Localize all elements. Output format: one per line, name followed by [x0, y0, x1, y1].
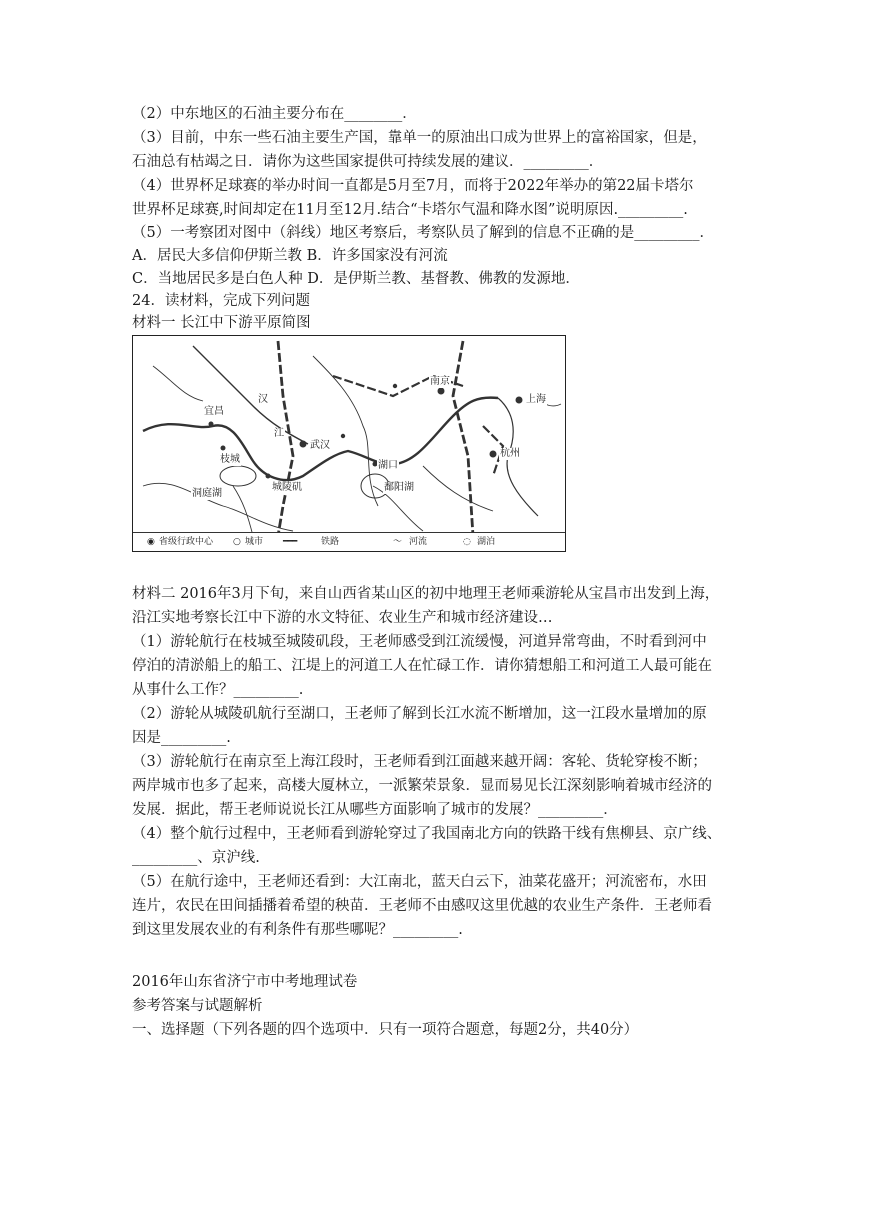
map-label-poyang: 鄱阳湖: [384, 482, 414, 493]
map-label-han: 汉: [258, 394, 268, 405]
legend-capital-icon: ◉: [147, 537, 155, 547]
q24-1-line-2: 停泊的清淤船上的船工、江堤上的河道工人在忙碌工作．请你猜想船工和河道工人最可能在: [132, 658, 712, 674]
material-1-title: 材料一 长江中下游平原简图: [132, 315, 311, 331]
legend-railway: 铁路: [321, 537, 340, 547]
q24-5-line-1: （5）在航行途中，王老师还看到：大江南北，蓝天白云下，油菜花盛开；河流密布，水田: [132, 874, 707, 890]
question-3-line-1: （3）目前，中东一些石油主要生产国，靠单一的原油出口成为世界上的富裕国家，但是，: [132, 130, 707, 146]
legend-lake-icon: ◌: [463, 537, 471, 547]
question-5-line: （5）一考察团对图中（斜线）地区考察后，考察队员了解到的信息不正确的是_________．: [132, 225, 714, 241]
section-1-heading: 一、选择题（下列各题的四个选项中．只有一项符合题意，每题2分，共40分）: [132, 1022, 639, 1038]
q24-4-line-1: （4）整个航行过程中，王老师看到游轮穿过了我国南北方向的铁路干线有焦柳县、京广线、: [132, 826, 722, 842]
map-label-yichang: 宜昌: [204, 406, 224, 417]
legend-river-icon: 〜: [393, 537, 403, 547]
q24-5-line-2: 连片，农民在田间插播着希望的秧苗．王老师不由感叹这里优越的农业生产条件．王老师看: [132, 898, 712, 914]
legend-railway-icon: ━━━: [283, 537, 297, 547]
map-label-zhicheng: 枝城: [220, 454, 240, 465]
option-a-b: A．居民大多信仰伊斯兰教 B．许多国家没有河流: [132, 248, 448, 264]
q24-1-line-1: （1）游轮航行在枝城至城陵矶段，王老师感受到江流缓慢，河道异常弯曲，不时看到河中: [132, 634, 707, 650]
map-label-jiang: 江: [274, 428, 284, 439]
question-24-title: 24．读材料，完成下列问题: [132, 293, 310, 309]
legend-city-icon: ○: [233, 537, 241, 547]
legend-river: 河流: [409, 537, 428, 547]
map-label-wuhan: 武汉: [310, 440, 330, 451]
answer-title: 2016年山东省济宁市中考地理试卷: [132, 974, 358, 990]
q24-2-line-2: 因是_________.: [132, 730, 231, 746]
map-label-shanghai: 上海: [526, 394, 546, 405]
legend-capital: 省级行政中心: [159, 537, 214, 547]
q24-3-line-2: 两岸城市也多了起来，高楼大厦林立，一派繁荣景象．显而易见长江深刻影响着城市经济的: [132, 778, 712, 794]
legend-city: 城市: [245, 537, 264, 547]
question-4-line-2: 世界杯足球赛,时间却定在11月至12月.结合“卡塔尔气温和降水图”说明原因._________.: [132, 202, 688, 218]
map-drawing: [133, 336, 565, 551]
question-2-line: （2）中东地区的石油主要分布在________．: [132, 106, 417, 122]
material-2-line-1: 材料二 2016年3月下旬，来自山西省某山区的初中地理王老师乘游轮从宝昌市出发到上海，: [132, 586, 720, 602]
material-2-line-2: 沿江实地考察长江中下游的水文特征、农业生产和城市经济建设…: [132, 610, 553, 626]
map-label-dongting: 洞庭湖: [192, 488, 222, 499]
map-label-hangzhou: 杭州: [500, 448, 520, 459]
map-label-chenglingji: 城陵矶: [272, 482, 302, 493]
question-3-line-2: 石油总有枯竭之日．请你为这些国家提供可持续发展的建议．_________．: [132, 154, 604, 170]
question-4-line-1: （4）世界杯足球赛的举办时间一直都是5月至7月，而将于2022年举办的第22届卡塔尔: [132, 178, 694, 194]
map-legend: [133, 532, 565, 551]
q24-5-line-3: 到这里发展农业的有利条件有那些哪呢？_________.: [132, 922, 463, 938]
q24-2-line-1: （2）游轮从城陵矶航行至湖口，王老师了解到长江水流不断增加，这一江段水量增加的原: [132, 706, 707, 722]
q24-3-line-3: 发展．据此，帮王老师说说长江从哪些方面影响了城市的发展？_________．: [132, 802, 618, 818]
yangtze-plain-map: [132, 335, 566, 552]
map-label-hukou: 湖口: [378, 460, 398, 471]
q24-3-line-1: （3）游轮航行在南京至上海江段时，王老师看到江面越来越开阔：客轮、货轮穿梭不断；: [132, 754, 707, 770]
q24-4-line-2: _________、京沪线.: [132, 850, 260, 866]
q24-1-line-3: 从事什么工作？_________.: [132, 682, 304, 698]
legend-lake: 湖泊: [477, 537, 496, 547]
option-c-d: C．当地居民多是白色人种 D．是伊斯兰教、基督教、佛教的发源地．: [132, 271, 580, 287]
map-label-nanjing: 南京: [430, 376, 450, 387]
answer-subtitle: 参考答案与试题解析: [132, 998, 263, 1014]
